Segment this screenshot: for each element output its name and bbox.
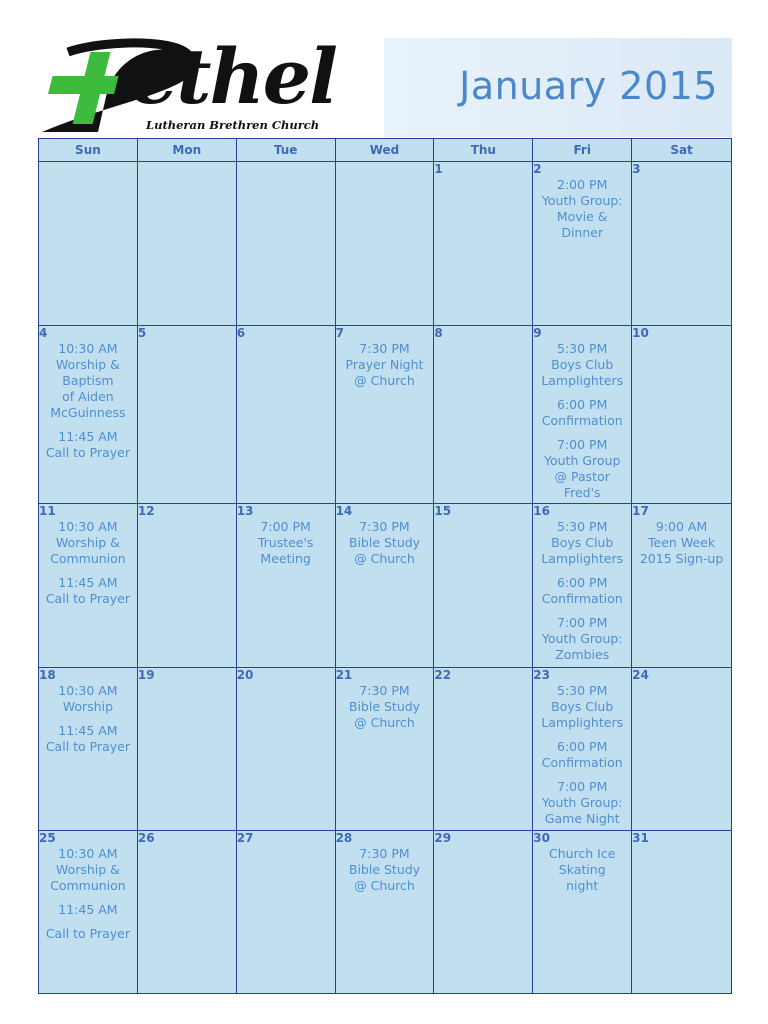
- event-text-line: Worship &: [55, 862, 120, 877]
- day-events: [533, 326, 631, 501]
- day-number: 15: [434, 504, 452, 518]
- calendar-day-cell: [138, 668, 237, 831]
- event-text-line: Bible Study: [348, 862, 421, 877]
- event-text-line: Confirmation: [541, 755, 623, 770]
- event-text-line: Worship: [62, 699, 114, 714]
- day-events: [533, 668, 631, 827]
- calendar-day-cell: [434, 504, 533, 668]
- event-text-line: @ Church: [354, 878, 415, 893]
- day-number: 2: [533, 162, 542, 176]
- event-text-line: 11:45 AM: [58, 723, 118, 738]
- calendar-day-cell: [434, 162, 533, 326]
- day-events: [533, 504, 631, 663]
- calendar-day-cell: [336, 668, 435, 831]
- day-number: 28: [335, 831, 353, 845]
- event-text-line: 10:30 AM: [58, 846, 118, 861]
- calendar-day-cell: [336, 504, 435, 668]
- calendar-day-cell: [237, 831, 336, 993]
- month-calendar-grid: [38, 138, 732, 994]
- event-text-line: 7:00 PM: [260, 519, 311, 534]
- event-text-line: Lamplighters: [541, 551, 624, 566]
- day-events: [434, 326, 532, 341]
- day-number: 7: [335, 326, 344, 340]
- event-text-line: Teen Week: [648, 535, 716, 550]
- event-text-line: of Aiden: [62, 389, 114, 404]
- day-number: 11: [39, 504, 56, 518]
- day-number: 29: [434, 831, 452, 845]
- event-text-line: Bible Study: [348, 535, 421, 550]
- event-text-line: 7:00 PM: [557, 779, 608, 794]
- calendar-event: [336, 341, 434, 389]
- calendar-event: [533, 575, 631, 607]
- event-text-line: Communion: [50, 878, 126, 893]
- event-text-line: 7:30 PM: [359, 683, 410, 698]
- day-events: [138, 162, 236, 177]
- calendar-day-cell: [138, 162, 237, 326]
- event-text-line: 2:00 PM: [557, 177, 608, 192]
- day-number: 9: [533, 326, 542, 340]
- calendar-day-cell: [39, 831, 138, 993]
- calendar-day-cell: [39, 504, 138, 668]
- day-number: 5: [137, 326, 147, 340]
- calendar-event: [336, 846, 434, 894]
- day-number: 21: [335, 668, 353, 682]
- calendar-event: [336, 683, 434, 731]
- calendar-event: [39, 902, 137, 918]
- event-text-line: 5:30 PM: [557, 519, 608, 534]
- event-text-line: 7:00 PM: [557, 615, 608, 630]
- calendar-day-cell: [138, 326, 237, 504]
- event-text-line: night: [566, 878, 599, 893]
- calendar-day-cell: [533, 831, 632, 993]
- event-text-line: Call to Prayer: [45, 739, 131, 754]
- weekday-header: Thu: [434, 139, 533, 161]
- event-text-line: @ Church: [354, 551, 415, 566]
- day-events: [336, 162, 434, 177]
- event-text-line: Communion: [50, 551, 126, 566]
- calendar-day-cell: [533, 162, 632, 326]
- calendar-day-cell: [237, 504, 336, 668]
- event-text-line: Meeting: [260, 551, 311, 566]
- event-text-line: Worship &: [55, 535, 120, 550]
- day-number: 22: [434, 668, 452, 682]
- calendar-day-cell: [632, 162, 731, 326]
- day-number: 13: [236, 504, 254, 518]
- calendar-day-cell: [237, 326, 336, 504]
- event-text-line: Youth Group: [544, 453, 621, 468]
- event-text-line: @ Church: [354, 373, 415, 388]
- event-text-line: 6:00 PM: [557, 739, 608, 754]
- event-text-line: Boys Club: [551, 357, 614, 372]
- event-text-line: Lamplighters: [541, 715, 624, 730]
- event-text-line: 6:00 PM: [557, 575, 608, 590]
- day-number: 10: [632, 326, 649, 340]
- event-text-line: 6:00 PM: [557, 397, 608, 412]
- day-number: 3: [632, 162, 641, 176]
- event-text-line: Baptism: [62, 373, 114, 388]
- event-text-line: 2015 Sign-up: [639, 551, 724, 566]
- event-text-line: Youth Group:: [541, 795, 623, 810]
- calendar-day-cell: [39, 668, 138, 831]
- day-number: 8: [434, 326, 443, 340]
- weekday-header: Fri: [533, 139, 632, 161]
- day-number: 30: [533, 831, 550, 845]
- day-number: 25: [39, 831, 56, 845]
- calendar-event: [39, 341, 137, 421]
- calendar-event: [39, 723, 137, 755]
- event-text-line: 7:30 PM: [359, 341, 410, 356]
- day-events: [237, 326, 335, 341]
- calendar-event: [336, 519, 434, 567]
- calendar-event: [533, 683, 631, 731]
- event-text-line: McGuinness: [50, 405, 126, 420]
- event-text-line: 10:30 AM: [58, 341, 118, 356]
- event-text-line: @ Church: [354, 715, 415, 730]
- event-text-line: 5:30 PM: [557, 341, 608, 356]
- day-events: [39, 504, 137, 607]
- day-events: [39, 831, 137, 942]
- calendar-event: [533, 177, 631, 241]
- calendar-event: [237, 519, 335, 567]
- event-text-line: Confirmation: [541, 591, 623, 606]
- day-events: [632, 162, 731, 177]
- calendar-day-cell: [39, 162, 138, 326]
- day-number: 4: [39, 326, 48, 340]
- calendar-event: [533, 846, 631, 894]
- event-text-line: Youth Group:: [541, 193, 623, 208]
- event-text-line: 10:30 AM: [58, 683, 118, 698]
- calendar-event: [39, 519, 137, 567]
- event-text-line: Prayer Night: [345, 357, 424, 372]
- day-events: [336, 326, 434, 389]
- day-events: [138, 326, 236, 341]
- day-number: 12: [137, 504, 155, 518]
- weekday-header: Sun: [39, 139, 138, 161]
- day-number: 24: [632, 668, 649, 682]
- calendar-event: [39, 575, 137, 607]
- weekday-header: Wed: [336, 139, 435, 161]
- event-text-line: Trustee's: [257, 535, 314, 550]
- calendar-day-cell: [138, 831, 237, 993]
- calendar-day-cell: [434, 326, 533, 504]
- event-text-line: 7:00 PM: [557, 437, 608, 452]
- day-number: 26: [137, 831, 155, 845]
- event-text-line: Boys Club: [551, 535, 614, 550]
- event-text-line: 9:00 AM: [655, 519, 708, 534]
- day-number: 16: [533, 504, 550, 518]
- day-number: 18: [39, 668, 56, 682]
- day-number: 1: [434, 162, 443, 176]
- event-text-line: Confirmation: [541, 413, 623, 428]
- calendar-event: [533, 341, 631, 389]
- day-events: [533, 162, 631, 241]
- calendar-event: [39, 683, 137, 715]
- calendar-event: [533, 397, 631, 429]
- weekday-header: Tue: [237, 139, 336, 161]
- calendar-day-cell: [632, 504, 731, 668]
- day-number: 23: [533, 668, 550, 682]
- event-text-line: Lamplighters: [541, 373, 624, 388]
- day-number: 6: [236, 326, 246, 340]
- event-text-line: Call to Prayer: [45, 926, 131, 941]
- event-text-line: Boys Club: [551, 699, 614, 714]
- event-text-line: 7:30 PM: [359, 519, 410, 534]
- day-events: [39, 162, 137, 177]
- calendar-day-cell: [336, 162, 435, 326]
- calendar-day-cell: [533, 504, 632, 668]
- event-text-line: Game Night: [544, 811, 620, 826]
- church-logo: [38, 32, 384, 137]
- calendar-event: [533, 519, 631, 567]
- event-text-line: Dinner: [561, 225, 604, 240]
- calendar-day-cell: [336, 326, 435, 504]
- event-text-line: 11:45 AM: [58, 575, 118, 590]
- calendar-day-cell: [632, 668, 731, 831]
- event-text-line: Worship &: [55, 357, 120, 372]
- event-text-line: 11:45 AM: [58, 902, 118, 917]
- event-text-line: Church Ice: [548, 846, 616, 861]
- calendar-event: [39, 429, 137, 461]
- event-text-line: Fred's: [563, 485, 601, 500]
- logo-wordmark: ethel: [130, 32, 336, 121]
- event-text-line: Youth Group:: [541, 631, 623, 646]
- event-text-line: 5:30 PM: [557, 683, 608, 698]
- event-text-line: 7:30 PM: [359, 846, 410, 861]
- logo-subtitle: Lutheran Brethren Church: [146, 118, 320, 132]
- event-text-line: Bible Study: [348, 699, 421, 714]
- day-number: 20: [236, 668, 254, 682]
- day-number: 19: [137, 668, 155, 682]
- calendar-event: [39, 846, 137, 894]
- weekday-header: Mon: [138, 139, 237, 161]
- calendar-day-cell: [434, 831, 533, 993]
- calendar-event: [533, 437, 631, 501]
- month-title: January 2015: [459, 64, 718, 108]
- event-text-line: @ Pastor: [554, 469, 610, 484]
- event-text-line: Call to Prayer: [45, 445, 131, 460]
- event-text-line: Movie &: [556, 209, 608, 224]
- calendar-weeks: [39, 162, 731, 993]
- day-events: [434, 162, 532, 177]
- calendar-day-cell: [237, 162, 336, 326]
- calendar-event: [533, 615, 631, 663]
- day-number: 27: [236, 831, 254, 845]
- calendar-event: [533, 739, 631, 771]
- calendar-day-cell: [533, 668, 632, 831]
- calendar-header: [38, 32, 732, 137]
- calendar-day-cell: [138, 504, 237, 668]
- calendar-day-cell: [434, 668, 533, 831]
- calendar-event: [632, 519, 731, 567]
- calendar-day-cell: [336, 831, 435, 993]
- day-number: 31: [632, 831, 649, 845]
- calendar-day-cell: [632, 326, 731, 504]
- event-text-line: Zombies: [555, 647, 610, 662]
- weekday-header-row: [39, 139, 731, 162]
- day-number: 14: [335, 504, 353, 518]
- day-events: [237, 162, 335, 177]
- calendar-day-cell: [533, 326, 632, 504]
- event-text-line: 11:45 AM: [58, 429, 118, 444]
- calendar-day-cell: [237, 668, 336, 831]
- weekday-header: Sat: [670, 143, 693, 157]
- calendar-day-cell: [632, 831, 731, 993]
- calendar-event: [533, 779, 631, 827]
- calendar-event: [39, 926, 137, 942]
- day-number: 17: [632, 504, 649, 518]
- calendar-day-cell: [39, 326, 138, 504]
- day-events: [39, 326, 137, 461]
- event-text-line: 10:30 AM: [58, 519, 118, 534]
- event-text-line: Skating: [558, 862, 606, 877]
- event-text-line: Call to Prayer: [45, 591, 131, 606]
